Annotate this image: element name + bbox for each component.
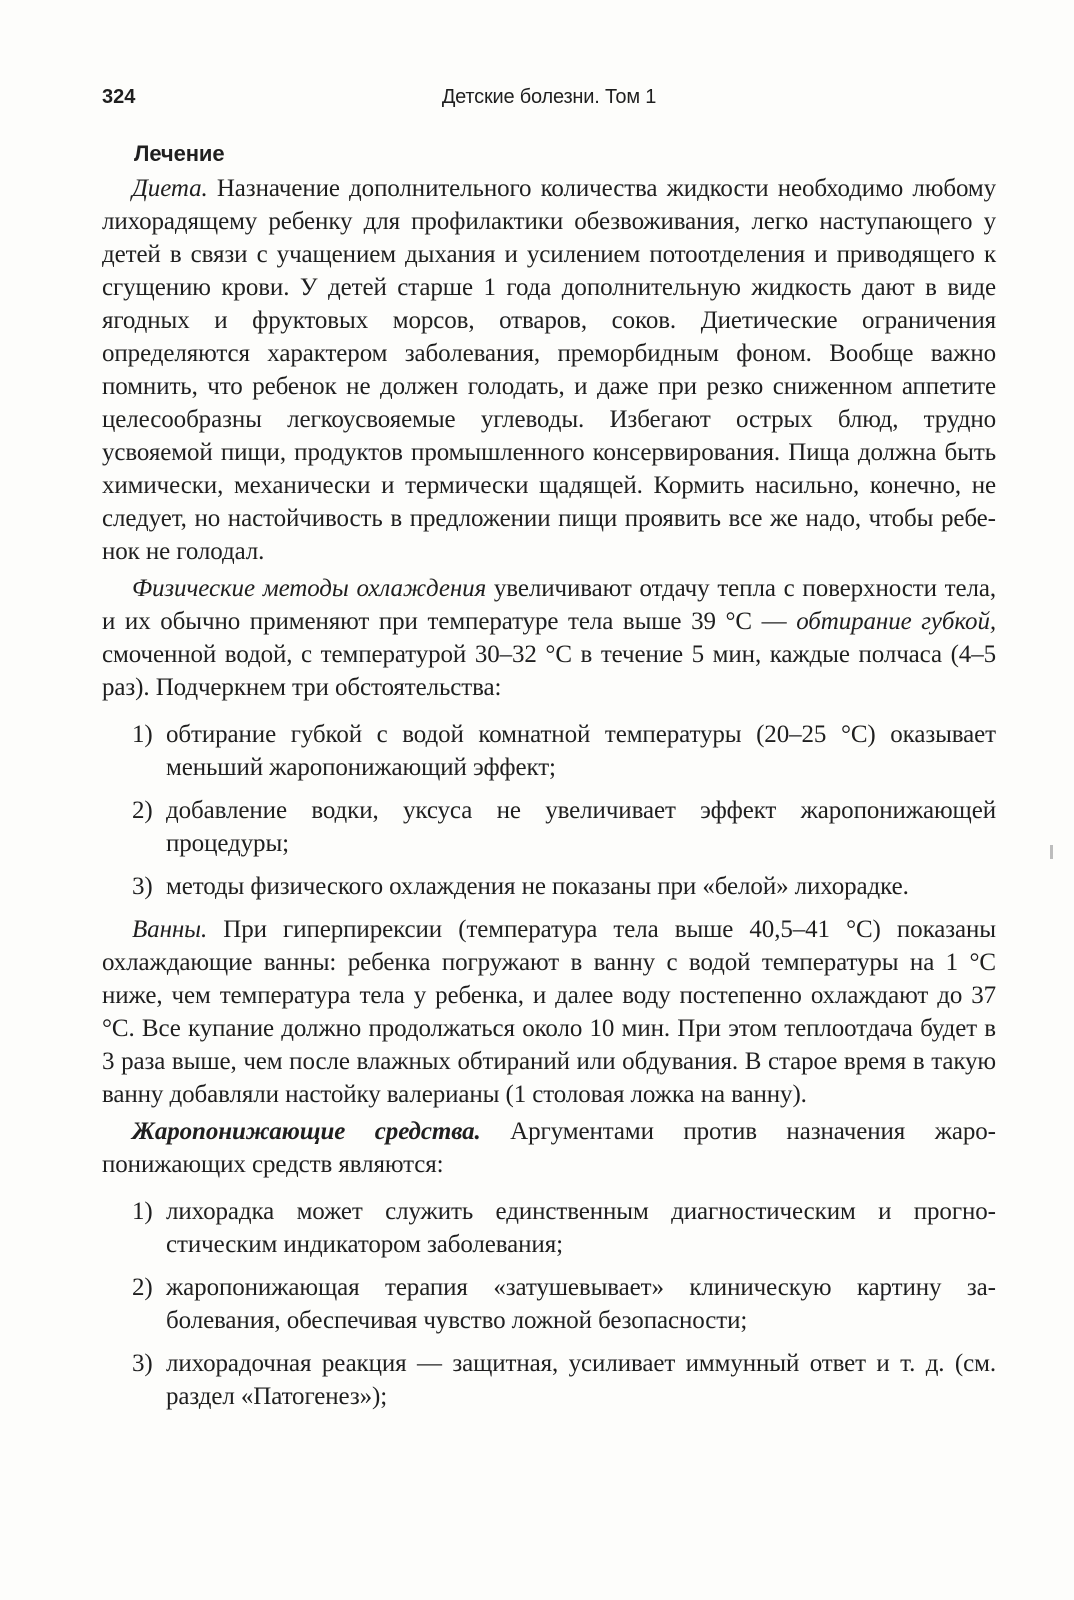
page-number: 324 (102, 86, 136, 108)
list-item-text: методы физического охлаждения не показаны при «белой» лихорадке. (166, 873, 909, 900)
list-item (132, 1195, 996, 1261)
list-item-text: лихорадка может служить единственным диагностическим и прогностическим индикатором заболевания; (166, 1198, 996, 1258)
text-baths: При гиперпирексии (температура тела выше 40,5–41 °С) показаны охлаждающие ванны: ребенка погружают в ванну с водой температуры на 1 °С ниже, чем температура тела у ребенка, и далее воду постепенно охлаждают до 37 °С. Все купание должно продолжаться около 10 мин. При этом теплоотдача будет в 3 раза выше, чем после влажных обтираний или обдувания. В старое время в такую ванну добавляли настойку валерианы (1 столовая ложка на ванну). (102, 916, 996, 1108)
lead-antipyretics: Жаропонижающие средства. (132, 1118, 481, 1145)
text-physical-cooling-2: смоченной водой, с температурой 30–32 °С в течение 5 мин, каждые полчаса (4–5 раз). Подчеркнем три обстоятельства: (102, 641, 996, 701)
list-item-text: добавление водки, уксуса не увеличивает эффект жаропонижающей процедуры; (166, 797, 996, 857)
lead-baths: Ванны. (132, 916, 208, 943)
list-item-text: обтирание губкой с водой комнатной температуры (20–25 °С) оказывает меньший жаропонижающий эффект; (166, 721, 996, 781)
text-antipyretics: Аргументами против назначения жаропонижающих средств являются: (102, 1118, 996, 1178)
scan-margin-mark (1050, 845, 1053, 859)
italic-sponge-rubbing: обтирание губкой, (796, 608, 996, 635)
paragraph-baths (102, 913, 996, 1111)
paragraph-antipyretics (102, 1115, 996, 1181)
list-item-number: 2) (132, 797, 153, 824)
list-item-number: 3) (132, 1350, 153, 1377)
list-item-number: 1) (132, 1198, 153, 1225)
running-header (102, 86, 996, 118)
book-title: Детские болезни. Том 1 (441, 86, 657, 108)
list-item (132, 870, 996, 903)
lead-physical-cooling: Физические методы охлаждения (132, 575, 487, 602)
list-item (132, 1271, 996, 1337)
list-item-text: лихорадочная реакция — защитная, усиливает иммунный ответ и т. д. (см. раздел «Патогенез»); (166, 1350, 996, 1410)
list-antipyretic-arguments (102, 1195, 996, 1413)
text-physical-cooling-1: увеличивают отдачу тепла с поверхности тела, и их обычно применяют при температуре тела выше 39 °С — (102, 575, 996, 635)
lead-diet: Диета. (132, 175, 208, 202)
paragraph-diet (102, 172, 996, 568)
text-diet: Назначение дополнительного количества жидкости необходимо любому лихорадящему ребенку для профилактики обезвоживания, легко наступающего у детей в связи с учащением дыхания и усилением потоотделения и приводящего к сгущению крови. У детей старше 1 года дополнительную жидкость дают в виде ягодных и фруктовых морсов, отваров, соков. Диетические ограничения определяются характером заболевания, преморбидным фоном. Вообще важно помнить, что ребенок не должен голодать, и даже при резко сниженном аппетите целесообразны легкоусвояемые углеводы. Избегают острых блюд, трудно усвояемой пищи, продуктов промышленного консервирования. Пища должна быть химически, механически и термически щадящей. Кормить насильно, конечно, не следует, но настойчивость в предложении пищи проявить все же надо, чтобы ребенок не голодал. (102, 175, 996, 565)
list-item (132, 794, 996, 860)
list-item-text: жаропонижающая терапия «затушевывает» клиническую картину заболевания, обеспечивая чувство ложной безопасности; (166, 1274, 996, 1334)
list-cooling-notes (102, 718, 996, 903)
page-body (102, 138, 996, 1423)
list-item-number: 1) (132, 721, 153, 748)
section-heading: Лечение (134, 141, 225, 166)
paragraph-physical-cooling (102, 572, 996, 704)
list-item (132, 1347, 996, 1413)
list-item-number: 3) (132, 873, 153, 900)
list-item-number: 2) (132, 1274, 153, 1301)
list-item (132, 718, 996, 784)
